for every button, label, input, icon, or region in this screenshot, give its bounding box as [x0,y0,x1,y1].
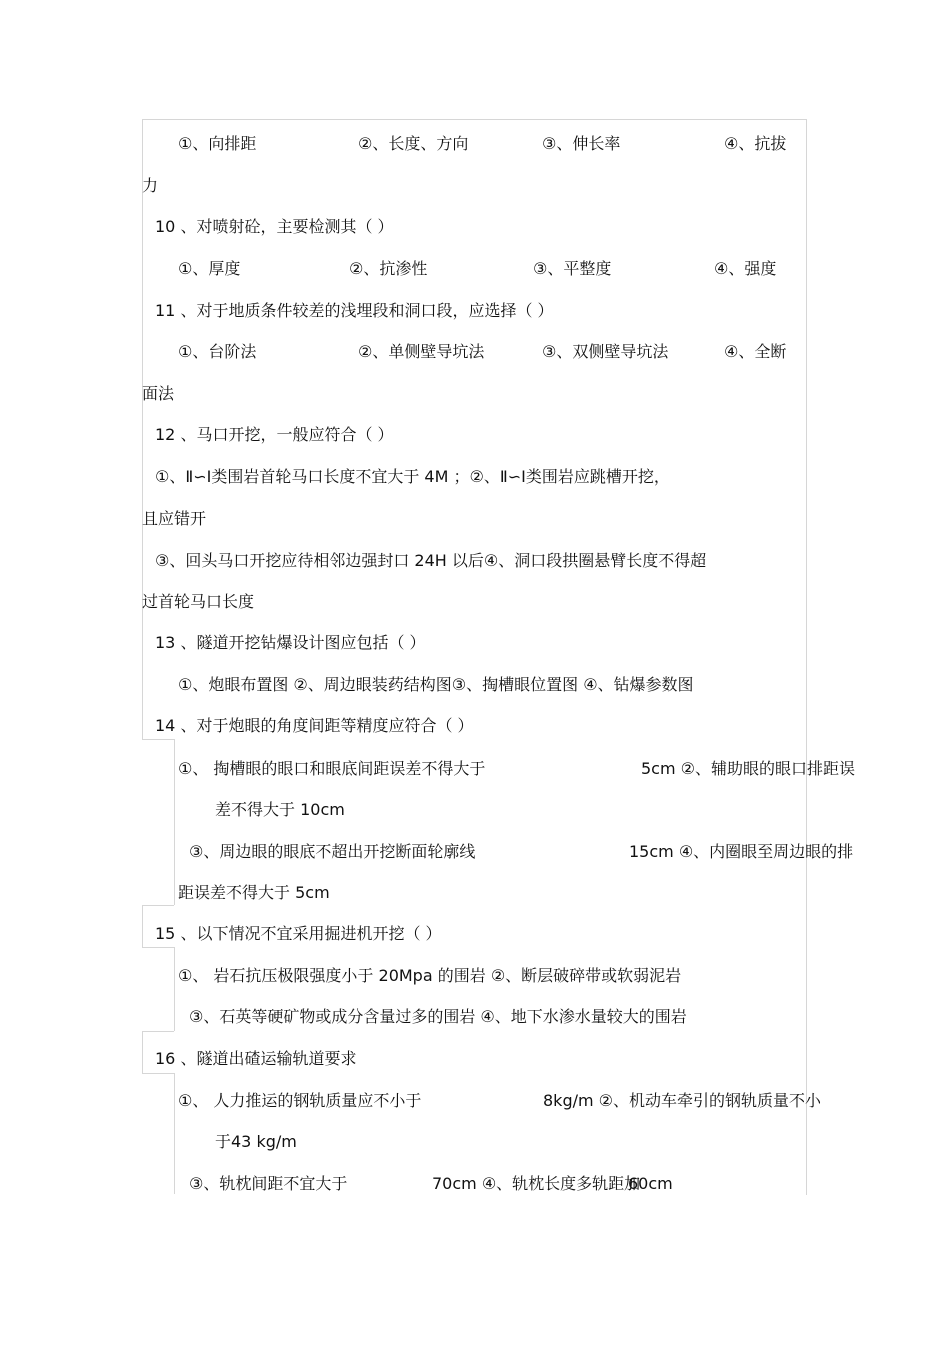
option-text: 70cm ④、轨枕长度多轨距加 [432,1174,641,1193]
option-text: ③、双侧壁导坑法 [542,342,669,361]
question-16: 16 、隧道出碴运输轨道要求 [155,1049,357,1068]
option-text-overlap: 60cm [628,1174,673,1193]
question-10: 10 、对喷射砼，主要检测其（ ） [155,217,394,236]
option-text: ①、厚度 [178,259,241,278]
option-text: ②、单侧壁导坑法 [358,342,485,361]
option-text: ④、全断 [724,342,787,361]
question-13: 13 、隧道开挖钻爆设计图应包括（ ） [155,633,426,652]
option-text: ②、长度、方向 [358,134,469,153]
option-text: ③、伸长率 [542,134,621,153]
option-text: ①、炮眼布置图 ②、周边眼装药结构图③、掏槽眼位置图 ④、钻爆参数图 [178,675,694,694]
option-text: ①、向排距 [178,134,257,153]
frame-border-left [174,739,175,905]
option-text: 8kg/m ②、机动车牵引的钢轨质量不小 [543,1091,822,1110]
option-text: ①、台阶法 [178,342,257,361]
option-text: ①、 人力推运的钢轨质量应不小于 [178,1091,422,1110]
option-text: ①、 岩石抗压极限强度小于 20Mpa 的围岩 ②、断层破碎带或软弱泥岩 [178,966,682,985]
option-text: 5cm ②、辅助眼的眼口排距误 [641,759,855,778]
frame-border-left [142,119,143,739]
option-continuation: 差不得大于 10cm [215,800,345,819]
option-text: ①、 掏槽眼的眼口和眼底间距误差不得大于 [178,759,486,778]
frame-border-left [174,1073,175,1194]
frame-step [142,1031,174,1032]
option-continuation: 距误差不得大于 5cm [178,883,330,902]
frame-step [142,1073,174,1074]
frame-border-left [142,1031,143,1073]
option-continuation: 面法 [142,384,175,403]
question-14: 14 、对于炮眼的角度间距等精度应符合（ ） [155,716,474,735]
question-11: 11 、对于地质条件较差的浅埋段和洞口段，应选择（ ） [155,301,554,320]
frame-step [142,947,174,948]
option-text: ③、轨枕间距不宜大于 [189,1174,348,1193]
question-12: 12 、马口开挖，一般应符合（ ） [155,425,394,444]
option-continuation: 力 [142,176,159,195]
frame-border [142,119,807,1195]
option-text: ③、石英等硬矿物或成分含量过多的围岩 ④、地下水渗水量较大的围岩 [189,1007,687,1026]
option-continuation: 于43 kg/m [215,1132,297,1151]
question-15: 15 、以下情况不宜采用掘进机开挖（ ） [155,924,442,943]
option-text: ①、Ⅱ∽Ⅰ类围岩首轮马口长度不宜大于 4M ；②、Ⅱ∽Ⅰ类围岩应跳槽开挖， [155,467,670,486]
frame-border-left [142,905,143,947]
option-text: ②、抗渗性 [349,259,428,278]
option-text: ③、周边眼的眼底不超出开挖断面轮廓线 [189,842,476,861]
option-text: ④、强度 [714,259,777,278]
frame-border-left [174,947,175,1031]
option-continuation: 过首轮马口长度 [142,592,255,611]
option-text: ④、抗拔 [724,134,787,153]
frame-step [142,905,174,906]
option-continuation: 且应错开 [142,509,207,528]
frame-step [142,739,174,740]
option-text: 15cm ④、内圈眼至周边眼的排 [629,842,854,861]
option-text: ③、平整度 [533,259,612,278]
option-text: ③、回头马口开挖应待相邻边强封口 24H 以后④、洞口段拱圈悬臂长度不得超 [155,551,707,570]
